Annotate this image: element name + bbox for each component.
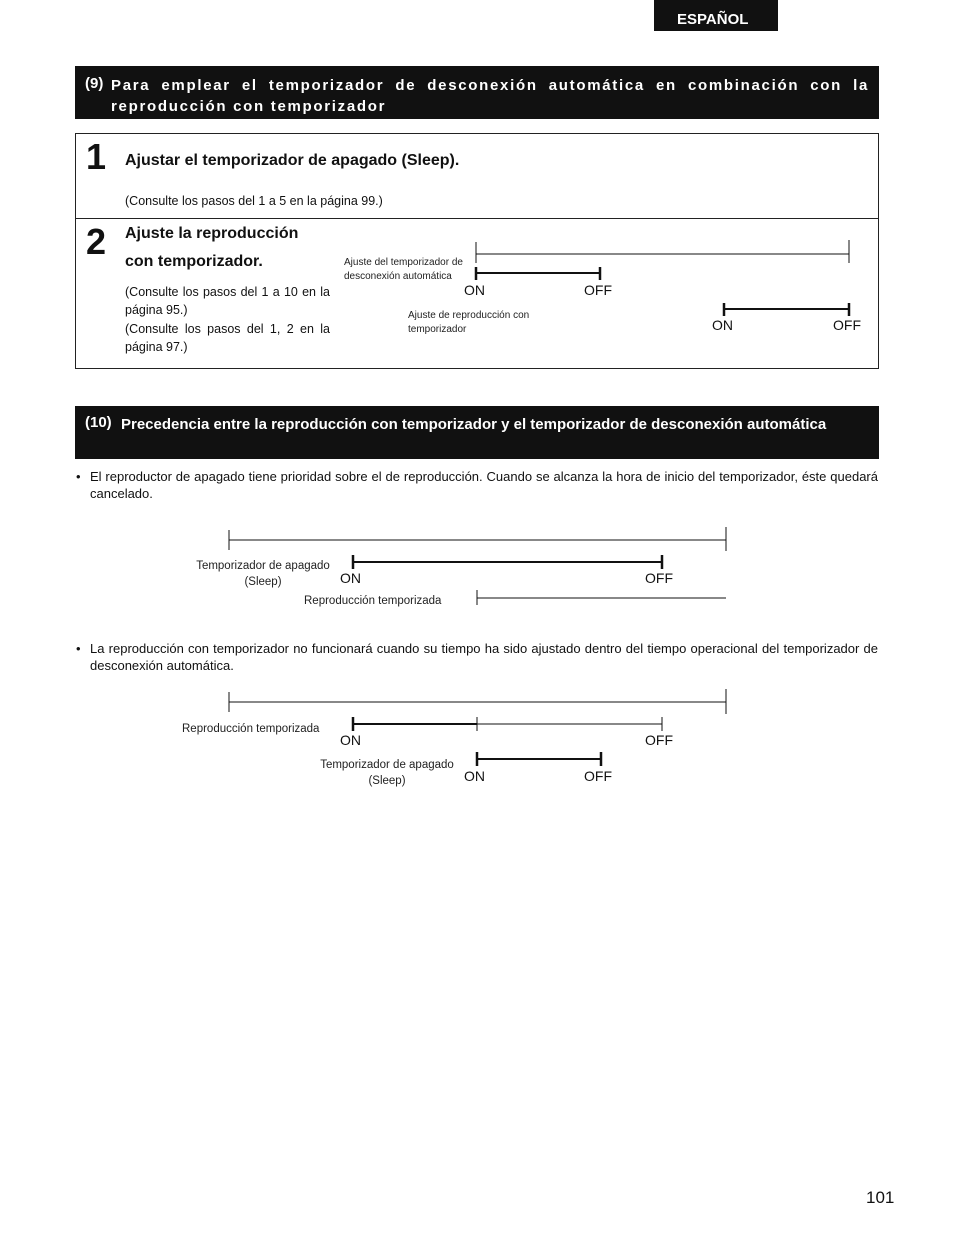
step-2-title-line2: con temporizador.	[125, 253, 263, 270]
step-1-note: (Consulte los pasos del 1 a 5 en la página 99.)	[125, 194, 383, 208]
diagram-a-timer-off: OFF	[833, 317, 861, 333]
diagram-c-timer-label: Reproducción temporizada	[182, 723, 320, 735]
diagram-a-sleep-label: Ajuste del temporizador de desconexión automática	[344, 257, 463, 282]
step-1-title: Ajustar el temporizador de apagado (Sleep).	[125, 152, 460, 169]
bullet-1-marker: •	[76, 469, 81, 484]
section-10-number: (10)	[85, 414, 112, 431]
diagram-b-timeline	[229, 527, 726, 605]
diagram-c-sleep-on: ON	[464, 768, 485, 784]
language-tab: ESPAÑOL	[654, 0, 778, 31]
diagram-a-sleep-off: OFF	[584, 282, 612, 298]
step-2-number: 2	[86, 221, 107, 262]
diagram-c-sleep-label: Temporizador de apagado (Sleep)	[320, 759, 454, 787]
diagram-b-timer-label: Reproducción temporizada	[304, 595, 442, 607]
diagram-b-sleep-off: OFF	[645, 570, 673, 586]
section-9-title: Para emplear el temporizador de desconexión automática en combinación con la reproducción con temporizador	[111, 77, 869, 115]
diagram-a-timeline	[476, 240, 849, 316]
step-2-title-line1: Ajuste la reproducción	[125, 225, 299, 242]
diagram-a-timer-on: ON	[712, 317, 733, 333]
diagram-c-timer-off: OFF	[645, 732, 673, 748]
bullet-2-text: La reproducción con temporizador no funcionará cuando su tiempo ha sido ajustado dentro del tiempo operacional del temporizador de desconexión automática.	[90, 641, 878, 673]
bullet-1-text: El reproductor de apagado tiene prioridad sobre el de reproducción. Cuando se alcanza la hora de inicio del temporizador, éste quedará cancelado.	[90, 469, 878, 501]
section-10-title: Precedencia entre la reproducción con temporizador y el temporizador de desconexión automática	[121, 416, 827, 433]
step-2-note-2: (Consulte los pasos del 1, 2 en la página 97.)	[125, 322, 330, 354]
diagram-b-sleep-on: ON	[340, 570, 361, 586]
diagram-c-sleep-off: OFF	[584, 768, 612, 784]
page-number: 101	[866, 1188, 895, 1207]
bullet-2-marker: •	[76, 641, 81, 656]
diagram-a-sleep-on: ON	[464, 282, 485, 298]
diagram-b-sleep-label: Temporizador de apagado (Sleep)	[196, 560, 330, 588]
step-2-note-1: (Consulte los pasos del 1 a 10 en la página 95.)	[125, 285, 330, 317]
diagram-a-timer-label: Ajuste de reproducción con temporizador	[408, 310, 530, 335]
section-9-number: (9)	[85, 75, 104, 92]
diagram-c-timeline	[229, 689, 726, 766]
step-1-number: 1	[86, 136, 107, 177]
diagram-c-timer-on: ON	[340, 732, 361, 748]
